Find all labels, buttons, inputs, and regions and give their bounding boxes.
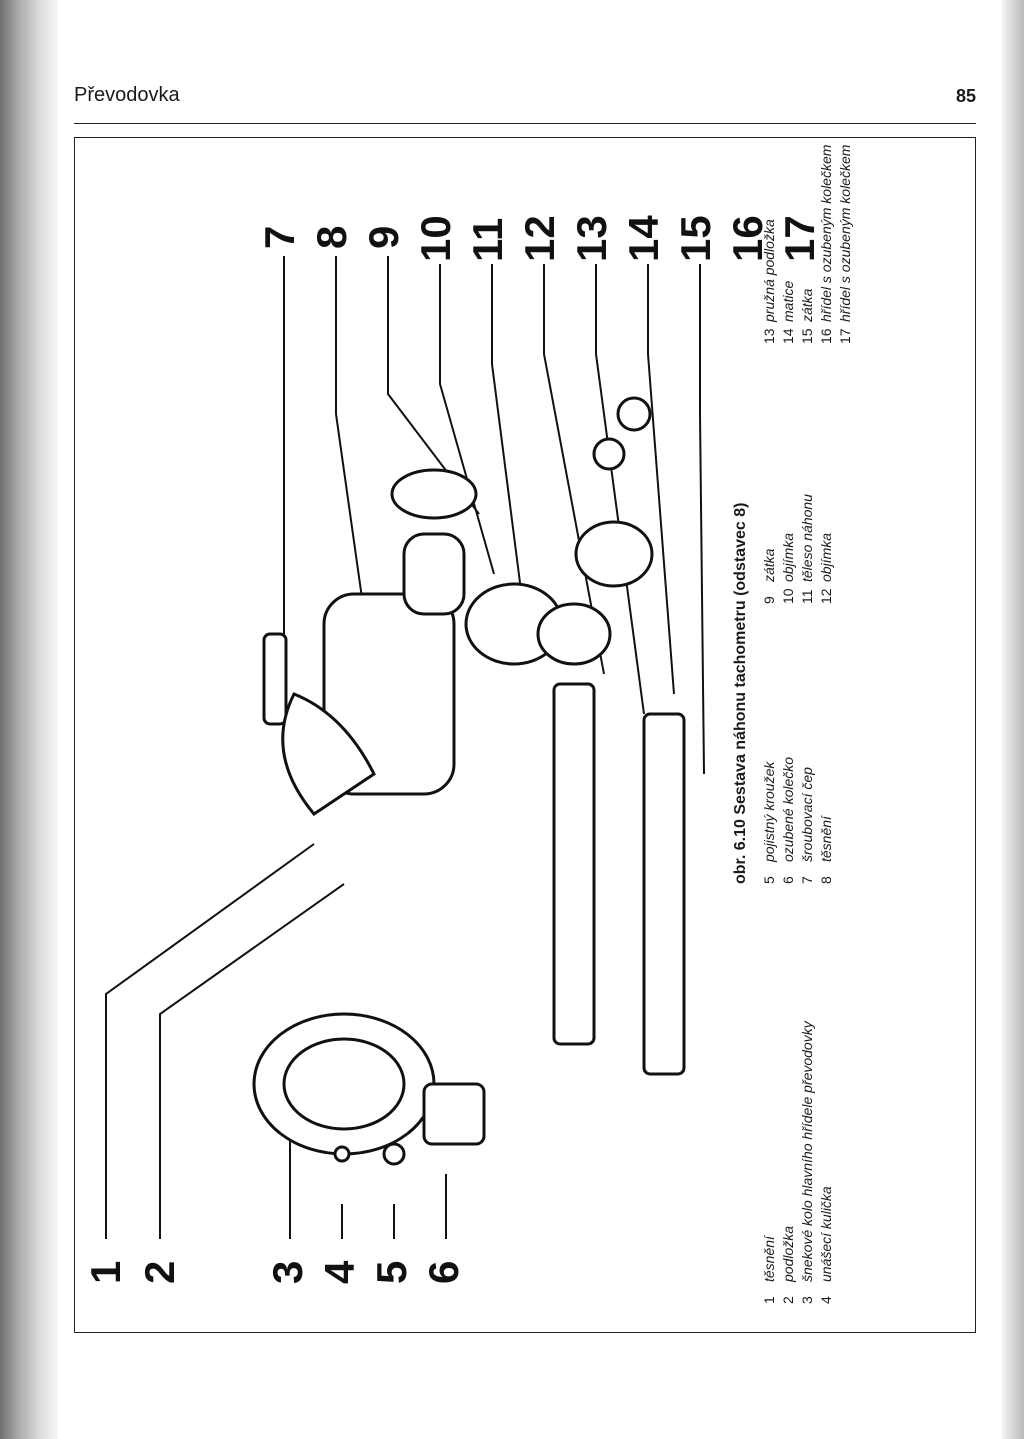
- shaft-16: [554, 684, 594, 1044]
- legend-item: 4unášecí kulička: [818, 1186, 834, 1304]
- page-edge-shadow: [1002, 0, 1024, 1439]
- legend-item: 11těleso náhonu: [799, 494, 815, 604]
- plug-ring: [392, 470, 476, 518]
- leader-11: [492, 264, 524, 614]
- callout-17: 17: [776, 215, 823, 262]
- callout-4: 4: [316, 1260, 363, 1284]
- drive-ball: [335, 1147, 349, 1161]
- shaft-17: [644, 714, 684, 1074]
- legend-item: 17hřídel s ozubeným kolečkem: [837, 144, 853, 344]
- legend-item: 12objímka: [818, 532, 834, 604]
- leader-14: [648, 264, 674, 694]
- callout-16: 16: [724, 215, 771, 262]
- legend-item: 3šnekové kolo hlavního hřídele převodovky: [799, 1021, 815, 1304]
- callout-13: 13: [568, 215, 615, 262]
- callout-11: 11: [464, 217, 511, 262]
- legend-item: 10objímka: [780, 532, 796, 604]
- small-gear: [424, 1084, 484, 1144]
- callout-7: 7: [256, 225, 303, 249]
- callout-12: 12: [516, 215, 563, 262]
- figure-caption: obr. 6.10 Sestava náhonu tachometru (odstavec 8): [732, 502, 749, 884]
- leader-10: [440, 264, 494, 574]
- legend-item: 15zátka: [799, 288, 815, 344]
- section-title: Převodovka: [74, 84, 180, 106]
- callout-3: 3: [264, 1260, 311, 1284]
- callout-14: 14: [620, 215, 667, 262]
- leader-15: [700, 264, 704, 774]
- legend-item: 13pružná podložka: [761, 219, 777, 344]
- sleeve-10: [404, 534, 464, 614]
- legend-item: 5pojistný kroužek: [761, 761, 777, 884]
- callout-1: 1: [82, 1260, 129, 1284]
- spring-washer: [594, 439, 624, 469]
- legend-item: 9zátka: [761, 548, 777, 604]
- legend-item: 6ozubené kolečko: [780, 756, 796, 884]
- callout-15: 15: [672, 215, 719, 262]
- legend-item: 1těsnění: [761, 1236, 777, 1304]
- worm-gear-inner: [284, 1039, 404, 1129]
- circlip: [384, 1144, 404, 1164]
- caption-block: [732, 144, 962, 1304]
- callout-2: 2: [136, 1260, 183, 1284]
- header-rule: [74, 123, 976, 124]
- plug-15: [576, 522, 652, 586]
- legend-item: 16hřídel s ozubeným kolečkem: [818, 144, 834, 344]
- page-binding-shadow: [0, 0, 58, 1439]
- callout-10: 10: [412, 215, 459, 262]
- legend-item: 8těsnění: [818, 816, 834, 884]
- callout-9: 9: [360, 225, 407, 249]
- sleeve-12: [538, 604, 610, 664]
- legend-item: 7šroubovací čep: [799, 767, 815, 884]
- legend-column-2: [760, 757, 836, 884]
- rotated-figure-area: [82, 144, 964, 1314]
- threaded-stud: [264, 634, 286, 724]
- legend-item: 14matice: [780, 280, 796, 344]
- figure-content: [82, 144, 964, 1314]
- legend-column-1: [760, 1021, 836, 1304]
- page-number: 85: [955, 86, 976, 106]
- legend-column-3: [760, 494, 836, 604]
- parts: [254, 398, 684, 1164]
- callout-5: 5: [368, 1260, 415, 1284]
- nut: [618, 398, 650, 430]
- callout-8: 8: [308, 225, 355, 249]
- callout-6: 6: [420, 1260, 467, 1284]
- legend-column-4: [760, 145, 855, 344]
- legend-item: 2podložka: [780, 1225, 796, 1304]
